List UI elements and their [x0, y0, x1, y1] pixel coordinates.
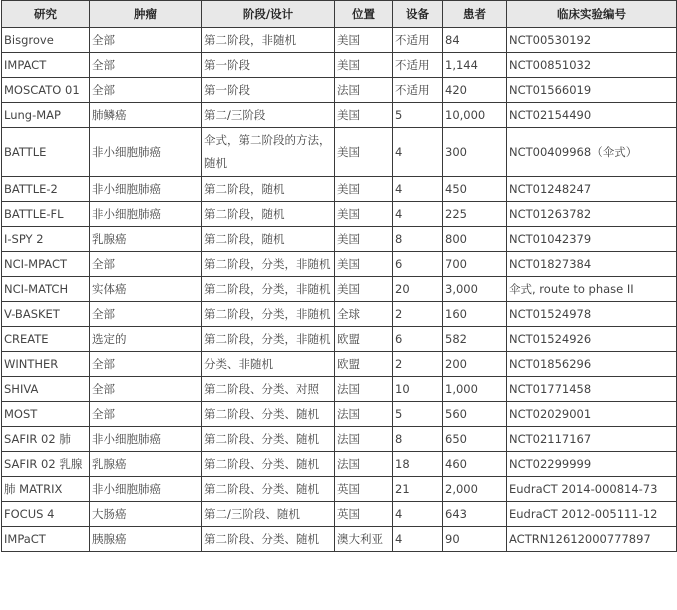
cell-phase-design: 第二阶段、分类、随机	[202, 427, 335, 452]
table-row	[2, 352, 677, 377]
cell-trial-id: NCT02029001	[507, 402, 677, 427]
cell-devices: 不适用	[393, 78, 443, 103]
cell-study: IMPACT	[2, 53, 90, 78]
table-row	[2, 502, 677, 527]
cell-study: I-SPY 2	[2, 227, 90, 252]
cell-tumor: 全部	[90, 352, 202, 377]
table-row	[2, 377, 677, 402]
cell-phase-design: 第二阶段、分类、随机	[202, 477, 335, 502]
cell-location: 美国	[335, 177, 393, 202]
cell-tumor: 实体癌	[90, 277, 202, 302]
cell-phase-design: 第二阶段、分类、对照	[202, 377, 335, 402]
table-row	[2, 302, 677, 327]
cell-devices: 4	[393, 177, 443, 202]
cell-tumor: 非小细胞肺癌	[90, 202, 202, 227]
cell-patients: 560	[443, 402, 507, 427]
header-phase-design: 阶段/设计	[202, 1, 335, 28]
cell-location: 欧盟	[335, 352, 393, 377]
cell-devices: 4	[393, 128, 443, 177]
cell-tumor: 全部	[90, 402, 202, 427]
cell-trial-id: NCT00530192	[507, 28, 677, 53]
cell-devices: 5	[393, 402, 443, 427]
table-row	[2, 202, 677, 227]
cell-devices: 6	[393, 252, 443, 277]
cell-patients: 225	[443, 202, 507, 227]
cell-study: Bisgrove	[2, 28, 90, 53]
cell-study: BATTLE-FL	[2, 202, 90, 227]
cell-phase-design: 第二阶段，随机	[202, 227, 335, 252]
cell-phase-design: 分类、非随机	[202, 352, 335, 377]
cell-location: 美国	[335, 53, 393, 78]
cell-patients: 450	[443, 177, 507, 202]
table-header-row	[2, 1, 677, 28]
cell-patients: 460	[443, 452, 507, 477]
cell-trial-id: ACTRN12612000777897	[507, 527, 677, 552]
cell-tumor: 全部	[90, 28, 202, 53]
cell-trial-id: NCT01524926	[507, 327, 677, 352]
cell-trial-id: NCT02117167	[507, 427, 677, 452]
cell-devices: 8	[393, 227, 443, 252]
cell-devices: 4	[393, 527, 443, 552]
cell-tumor: 全部	[90, 302, 202, 327]
cell-study: V-BASKET	[2, 302, 90, 327]
cell-patients: 10,000	[443, 103, 507, 128]
header-location: 位置	[335, 1, 393, 28]
cell-study: IMPaCT	[2, 527, 90, 552]
cell-phase-design: 第一阶段	[202, 78, 335, 103]
cell-study: NCI-MATCH	[2, 277, 90, 302]
cell-trial-id: NCT01263782	[507, 202, 677, 227]
cell-patients: 84	[443, 28, 507, 53]
cell-phase-design: 第二阶段，随机	[202, 202, 335, 227]
cell-location: 美国	[335, 128, 393, 177]
cell-devices: 不适用	[393, 53, 443, 78]
cell-location: 美国	[335, 202, 393, 227]
cell-tumor: 非小细胞肺癌	[90, 177, 202, 202]
cell-study: MOST	[2, 402, 90, 427]
cell-trial-id: 伞式, route to phase II	[507, 277, 677, 302]
cell-location: 法国	[335, 452, 393, 477]
cell-trial-id: NCT01524978	[507, 302, 677, 327]
cell-patients: 200	[443, 352, 507, 377]
table-row	[2, 277, 677, 302]
table-row	[2, 402, 677, 427]
cell-trial-id: EudraCT 2014-000814-73	[507, 477, 677, 502]
table-row	[2, 103, 677, 128]
cell-study: Lung-MAP	[2, 103, 90, 128]
cell-phase-design: 第一阶段	[202, 53, 335, 78]
cell-devices: 2	[393, 352, 443, 377]
cell-location: 法国	[335, 78, 393, 103]
cell-tumor: 非小细胞肺癌	[90, 427, 202, 452]
cell-phase-design: 第二阶段，分类，非随机	[202, 327, 335, 352]
cell-trial-id: NCT01042379	[507, 227, 677, 252]
cell-location: 美国	[335, 103, 393, 128]
header-trial-id: 临床实验编号	[507, 1, 677, 28]
cell-phase-design: 第二阶段、分类、随机	[202, 527, 335, 552]
cell-phase-design: 伞式，第二阶段的方法，随机	[202, 128, 335, 177]
cell-tumor: 乳腺癌	[90, 452, 202, 477]
cell-patients: 650	[443, 427, 507, 452]
cell-location: 法国	[335, 402, 393, 427]
table-row	[2, 128, 677, 177]
table-row	[2, 252, 677, 277]
cell-tumor: 非小细胞肺癌	[90, 128, 202, 177]
header-study: 研究	[2, 1, 90, 28]
table-row	[2, 477, 677, 502]
header-devices: 设备	[393, 1, 443, 28]
cell-location: 美国	[335, 277, 393, 302]
cell-study: CREATE	[2, 327, 90, 352]
cell-patients: 582	[443, 327, 507, 352]
cell-location: 澳大利亚	[335, 527, 393, 552]
cell-trial-id: EudraCT 2012-005111-12	[507, 502, 677, 527]
cell-tumor: 选定的	[90, 327, 202, 352]
cell-study: BATTLE	[2, 128, 90, 177]
cell-phase-design: 第二/三阶段、随机	[202, 502, 335, 527]
cell-location: 英国	[335, 502, 393, 527]
cell-phase-design: 第二阶段，分类，非随机	[202, 302, 335, 327]
cell-tumor: 全部	[90, 53, 202, 78]
cell-trial-id: NCT00409968（伞式）	[507, 128, 677, 177]
table-row	[2, 177, 677, 202]
cell-devices: 21	[393, 477, 443, 502]
cell-phase-design: 第二阶段，非随机	[202, 28, 335, 53]
cell-tumor: 大肠癌	[90, 502, 202, 527]
table-row	[2, 452, 677, 477]
clinical-trials-table	[1, 0, 677, 552]
cell-phase-design: 第二阶段，分类，非随机	[202, 277, 335, 302]
cell-study: SHIVA	[2, 377, 90, 402]
cell-tumor: 乳腺癌	[90, 227, 202, 252]
cell-trial-id: NCT01856296	[507, 352, 677, 377]
cell-patients: 3,000	[443, 277, 507, 302]
cell-phase-design: 第二/三阶段	[202, 103, 335, 128]
cell-trial-id: NCT01248247	[507, 177, 677, 202]
cell-devices: 10	[393, 377, 443, 402]
cell-devices: 20	[393, 277, 443, 302]
cell-location: 美国	[335, 252, 393, 277]
cell-patients: 1,144	[443, 53, 507, 78]
table-row	[2, 28, 677, 53]
cell-study: WINTHER	[2, 352, 90, 377]
table-row	[2, 527, 677, 552]
cell-location: 美国	[335, 28, 393, 53]
cell-tumor: 全部	[90, 252, 202, 277]
cell-study: SAFIR 02 乳腺	[2, 452, 90, 477]
cell-trial-id: NCT01827384	[507, 252, 677, 277]
cell-patients: 160	[443, 302, 507, 327]
table-row	[2, 53, 677, 78]
table-row	[2, 427, 677, 452]
table-row	[2, 327, 677, 352]
cell-trial-id: NCT01566019	[507, 78, 677, 103]
table-row	[2, 227, 677, 252]
header-tumor: 肿瘤	[90, 1, 202, 28]
cell-trial-id: NCT02154490	[507, 103, 677, 128]
cell-patients: 2,000	[443, 477, 507, 502]
cell-phase-design: 第二阶段，随机	[202, 177, 335, 202]
cell-phase-design: 第二阶段，分类，非随机	[202, 252, 335, 277]
cell-patients: 1,000	[443, 377, 507, 402]
cell-tumor: 肺鳞癌	[90, 103, 202, 128]
cell-study: SAFIR 02 肺	[2, 427, 90, 452]
table-row	[2, 78, 677, 103]
cell-location: 全球	[335, 302, 393, 327]
cell-devices: 8	[393, 427, 443, 452]
cell-devices: 2	[393, 302, 443, 327]
cell-patients: 420	[443, 78, 507, 103]
cell-devices: 4	[393, 502, 443, 527]
cell-study: 肺 MATRIX	[2, 477, 90, 502]
cell-patients: 643	[443, 502, 507, 527]
cell-devices: 4	[393, 202, 443, 227]
cell-trial-id: NCT02299999	[507, 452, 677, 477]
cell-study: MOSCATO 01	[2, 78, 90, 103]
cell-trial-id: NCT00851032	[507, 53, 677, 78]
cell-tumor: 胰腺癌	[90, 527, 202, 552]
cell-patients: 300	[443, 128, 507, 177]
cell-devices: 18	[393, 452, 443, 477]
table-body	[2, 28, 677, 552]
cell-tumor: 全部	[90, 78, 202, 103]
cell-location: 英国	[335, 477, 393, 502]
cell-devices: 5	[393, 103, 443, 128]
cell-devices: 不适用	[393, 28, 443, 53]
cell-patients: 90	[443, 527, 507, 552]
cell-devices: 6	[393, 327, 443, 352]
cell-tumor: 非小细胞肺癌	[90, 477, 202, 502]
cell-location: 美国	[335, 227, 393, 252]
cell-study: BATTLE-2	[2, 177, 90, 202]
header-patients: 患者	[443, 1, 507, 28]
cell-patients: 700	[443, 252, 507, 277]
cell-location: 欧盟	[335, 327, 393, 352]
cell-tumor: 全部	[90, 377, 202, 402]
cell-study: NCI-MPACT	[2, 252, 90, 277]
cell-trial-id: NCT01771458	[507, 377, 677, 402]
cell-location: 法国	[335, 377, 393, 402]
cell-patients: 800	[443, 227, 507, 252]
cell-study: FOCUS 4	[2, 502, 90, 527]
cell-phase-design: 第二阶段、分类、随机	[202, 452, 335, 477]
cell-phase-design: 第二阶段、分类、随机	[202, 402, 335, 427]
cell-location: 法国	[335, 427, 393, 452]
